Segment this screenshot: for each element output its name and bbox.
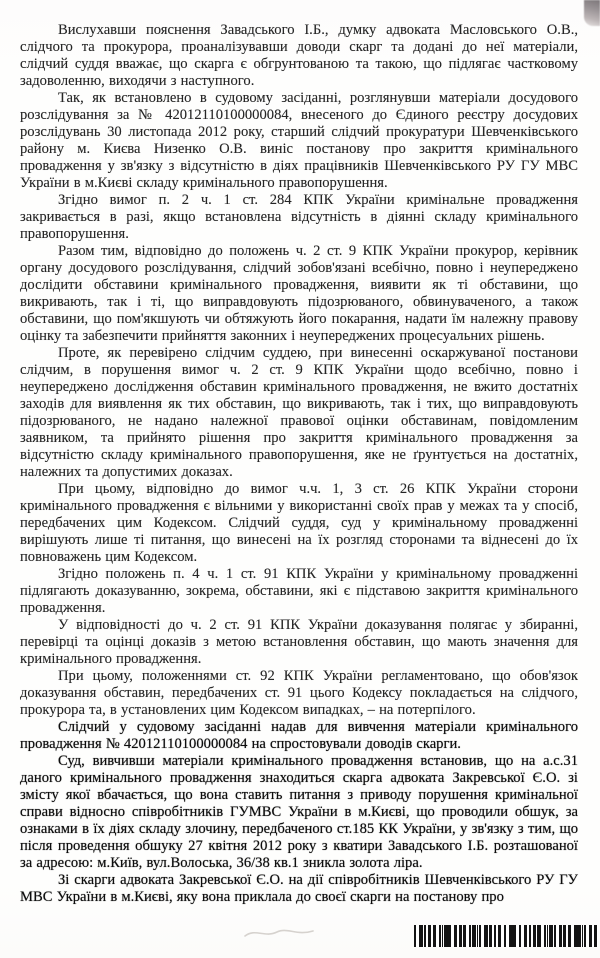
barcode: [414, 925, 598, 947]
paragraph-2: Так, як встановлено в судовому засіданні, розглянувши матеріали досудового розслідування за № 42012110100000084, внесеного до Єдиного реєстру досудових розслідувань 30 листопада 2012 року, старший слідчий прокуратури Шевченківського району м. Києва Низенко О.В. виніс постанову про закриття кримінального провадження у зв'язку з відсутністю в діях працівників Шевченківського РУ ГУ МВС України в м.Києві складу кримінального правопорушення.: [20, 90, 578, 191]
paragraph-10: Слідчий у судовому засіданні надав для вивчення матеріали кримінального провадження № 42012110100000084 на спростовували доводів скарги.: [20, 719, 578, 752]
paragraph-3: Згідно вимог п. 2 ч. 1 ст. 284 КПК України кримінальне провадження закривається в разі, якщо встановлена відсутність в діянні складу кримінального правопорушення.: [20, 192, 578, 242]
paragraph-6: При цьому, відповідно до вимог ч.ч. 1, 3 ст. 26 КПК України сторони кримінального провадження є вільними у використанні своїх прав у межах та у спосіб, передбачених цим Кодексом. Слідчий суддя, суд у кримінальному провадженні вирішують лише ті питання, що винесені на їх розгляд сторонами та віднесені до їх повноважень цим Кодексом.: [20, 481, 578, 565]
paragraph-7: Згідно положень п. 4 ч. 1 ст. 91 КПК України у кримінальному провадженні підлягають доказуванню, зокрема, обставини, які є підставою закриття кримінального провадження.: [20, 566, 578, 616]
paragraph-1: Вислухавши пояснення Завадського І.Б., думку адвоката Масловського О.В., слідчого та прокурора, проаналізувавши доводи скарг та додані до неї матеріали, слідчий суддя вважає, що скарга є обгрунтованою та такою, що підлягає частковому задоволенню, виходячи з наступного.: [20, 22, 578, 89]
scan-smudge-artifact: [584, 0, 600, 26]
paragraph-8: У відповідності до ч. 2 ст. 91 КПК України доказування полягає у збиранні, перевірці та оцінці доказів з метою встановлення обставин, що мають значення для кримінального провадження.: [20, 617, 578, 667]
paragraph-12: Зі скарги адвоката Закревської Є.О. на дії співробітників Шевченківського РУ ГУ МВС України в м.Києві, яку вона приклала до своєї скарги на постанову про: [20, 872, 578, 905]
paragraph-5: Проте, як перевірено слідчим суддею, при винесенні оскаржуваної постанови слідчим, в порушення вимог ч. 2 ст. 9 КПК України щодо всебічно, повно і неупереджено дослідження обставин кримінального провадження, не вжито достатніх заходів для виявлення як тих обставин, що викривають, так і тих, що виправдовують підозрюваного, не надано належної правової оцінки обставинам, повідомленим заявником, та прийнято рішення про закриття кримінального провадження за відсутністю складу кримінального правопорушення, яке не ґрунтується на достатніх, належних та допустимих доказах.: [20, 345, 578, 480]
pen-squiggle-artifact: [243, 924, 315, 942]
paragraph-4: Разом тим, відповідно до положень ч. 2 ст. 9 КПК України прокурор, керівник органу досудового розслідування, слідчий зобов'язані всебічно, повно і неупереджено дослідити обставини кримінального провадження, виявити як ті обставини, що викривають, так і ті, що виправдовують підозрюваного, обвинуваченого, а також обставини, що пом'якшують чи обтяжують його покарання, надати їм належну правову оцінку та забезпечити прийняття законних і неупереджених процесуальних рішень.: [20, 243, 578, 344]
paragraph-11: Суд, вивчивши матеріали кримінального провадження встановив, що на а.с.31 даного кримінального провадження знаходиться скарга адвоката Закревської Є.О. зі змісту якої вбачається, що вона ставить питання з приводу порушення кримінальної справи відносно співробітників ГУМВС України в м.Києві, що проводили обшук, за ознаками в їх діях складу злочину, передбаченого ст.185 КК України, у зв'язку з тим, що після проведення обшуку 27 квітня 2012 року з кватири Завадського І.Б. розташованої за адресою: м.Київ, вул.Волоська, 36/38 кв.1 зникла золота ліра.: [20, 753, 578, 871]
document-text-block: [20, 22, 578, 906]
paragraph-9: При цьому, положеннями ст. 92 КПК України регламентовано, що обов'язок доказування обставин, передбачених ст. 91 цього Кодексу покладається на слідчого, прокурора та, в установлених цим Кодексом випадках, – на потерпілого.: [20, 668, 578, 718]
